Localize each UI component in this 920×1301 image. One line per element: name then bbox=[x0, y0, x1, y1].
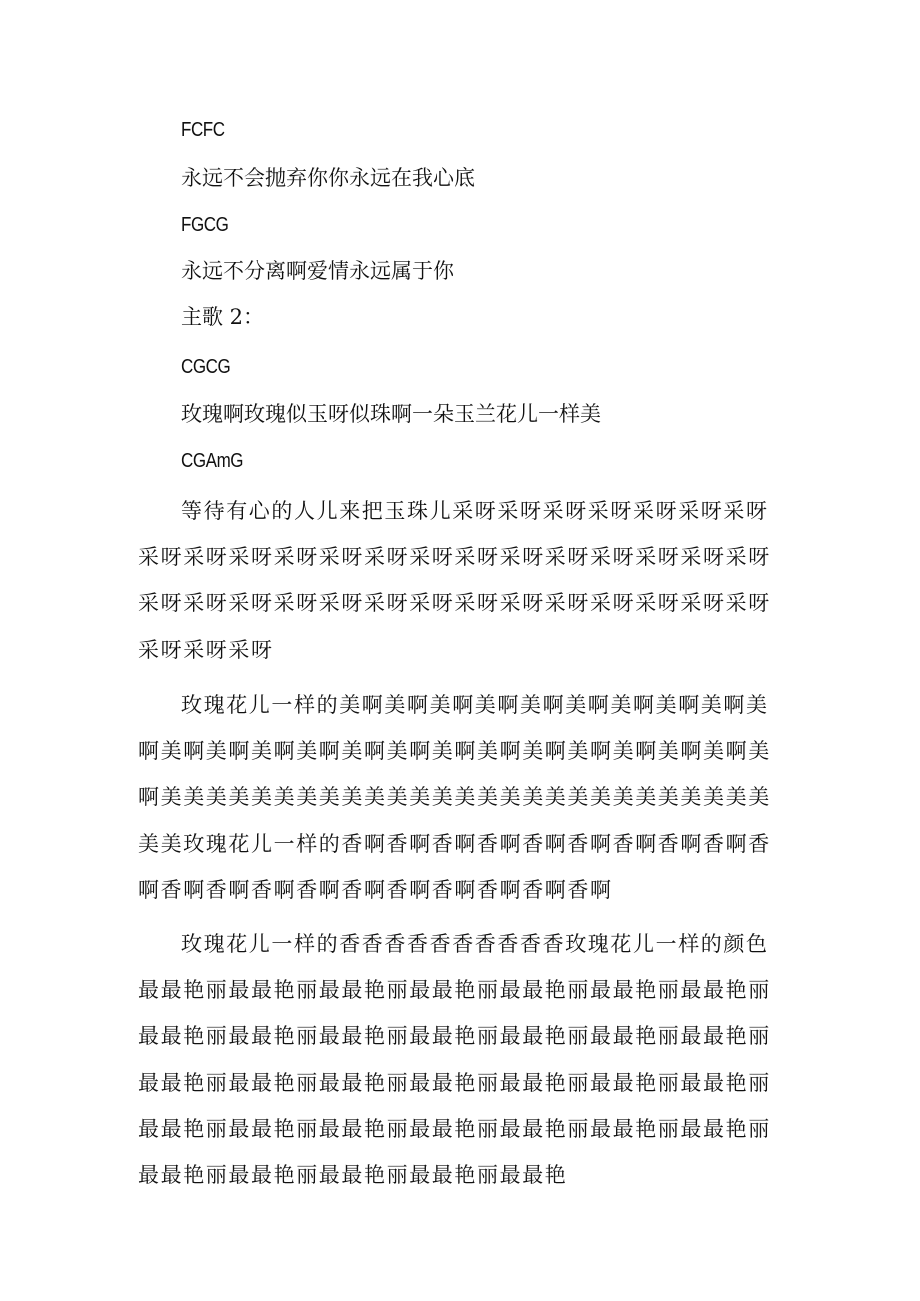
lyric-line: 玫瑰啊玫瑰似玉呀似珠啊一朵玉兰花儿一样美 bbox=[181, 402, 601, 426]
lyric-line: 永远不会抛弃你你永远在我心底 bbox=[181, 166, 475, 190]
chord-line: CGAmG bbox=[181, 450, 244, 472]
section-label: 主歌 2： bbox=[181, 305, 265, 329]
chord-line: CGCG bbox=[181, 356, 231, 378]
lyric-paragraph: 玫瑰花儿一样的美啊美啊美啊美啊美啊美啊美啊美啊美啊美啊美啊美啊美啊美啊美啊美啊美啊美啊美啊美啊美啊美啊美啊美啊美美美美美美美美美美美美美美美美美美美美美美美美美美美美美玫瑰花儿一样的香啊香啊香啊香啊香啊香啊香啊香啊香啊香啊香啊香啊香啊香啊香啊香啊香啊香啊香啊香啊 bbox=[138, 693, 771, 902]
chord-line: FCFC bbox=[181, 119, 225, 141]
chord-line: FGCG bbox=[181, 214, 229, 236]
lyric-paragraph: 玫瑰花儿一样的香香香香香香香香香香玫瑰花儿一样的颜色最最艳丽最最艳丽最最艳丽最最艳丽最最艳丽最最艳丽最最艳丽最最艳丽最最艳丽最最艳丽最最艳丽最最艳丽最最艳丽最最艳丽最最艳丽最最艳丽最最艳丽最最艳丽最最艳丽最最艳丽最最艳丽最最艳丽最最艳丽最最艳丽最最艳丽最最艳丽最最艳丽最最艳丽最最艳丽最最艳丽最最艳丽最最艳丽最最艳 bbox=[138, 932, 771, 1188]
lyric-paragraph: 等待有心的人儿来把玉珠儿采呀采呀采呀采呀采呀采呀采呀采呀采呀采呀采呀采呀采呀采呀采呀采呀采呀采呀采呀采呀采呀采呀采呀采呀采呀采呀采呀采呀采呀采呀采呀采呀采呀采呀采呀采呀采呀采呀 bbox=[138, 499, 771, 662]
lyric-line: 永远不分离啊爱情永远属于你 bbox=[181, 259, 454, 283]
